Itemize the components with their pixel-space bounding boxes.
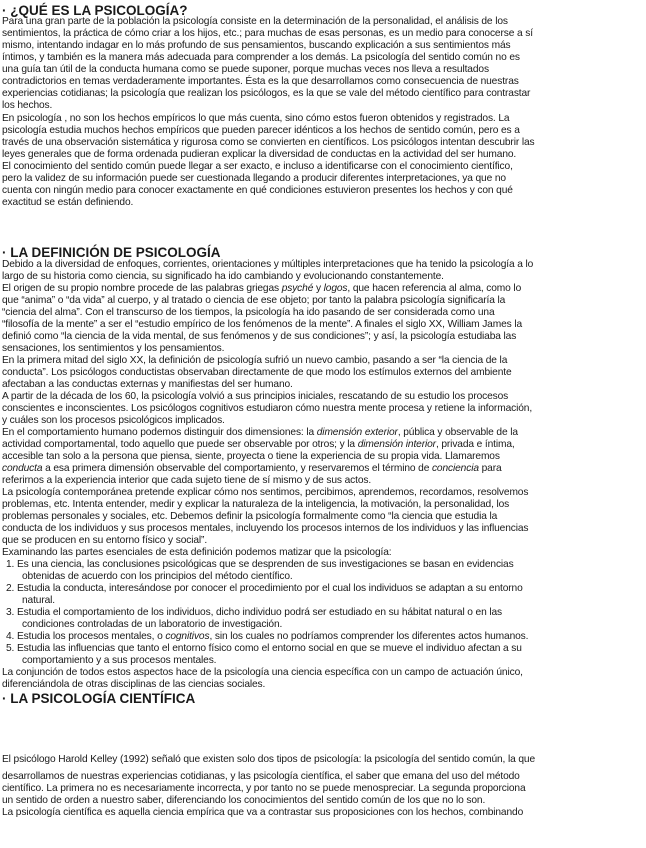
paragraph-line: exactitud se están definiendo. (2, 197, 134, 208)
paragraph-line: problemas personales y sociales, etc. Debemos definir la psicología formalmente como “la ciencia que estudia la (2, 511, 498, 522)
paragraph-line: “filosofía de la mente” a ser el “estudio empírico de los fenómenos de la mente”. A finales el siglo XX, William James la (2, 319, 523, 330)
list-item-continuation: obtenidas de acuerdo con los principios del método científico. (22, 571, 293, 582)
paragraph-line: científico. La primera no es necesariamente incorrecta, y por tanto no se puede menospreciar. La segunda proporciona (2, 783, 526, 794)
paragraph-line: Debido a la diversidad de enfoques, corrientes, orientaciones y múltiples interpretaciones que ha tenido la psicología a lo (2, 259, 534, 270)
paragraph-line: largo de su historia como ciencia, su significado ha ido cambiando y evolucionando constantemente. (2, 271, 444, 282)
list-item-line: 5. Estudia las influencias que tanto el entorno físico como el entorno social en que se mueve el individuo afectan a su (6, 643, 522, 654)
section-heading: · LA PSICOLOGÍA CIENTÍFICA (2, 691, 196, 706)
paragraph-line: través de una observación sistemática y rigurosa como se convierten en científicos. Los psicólogos intentan descubrir las (2, 137, 535, 148)
paragraph-line: pero la validez de su información puede ser cuestionada llegando a producir diferentes interpretaciones, ya que no (2, 173, 506, 184)
paragraph-line: referirnos a la experiencia interior que cada sujeto tiene de sí mismo y de sus actos. (2, 475, 372, 486)
paragraph-line: problemas, etc. Intenta entender, medir y explicar la naturaleza de la inteligencia, la motivación, la personalidad, los (2, 499, 510, 510)
paragraph-line: En el comportamiento humano podemos distinguir dos dimensiones: la dimensión exterior, pública y observable de la (2, 427, 518, 438)
paragraph-line: íntimos, y también es la manera más adecuada para comprender a los demás. La psicología del sentido común no es (2, 52, 520, 63)
list-item-line: 4. Estudia los procesos mentales, o cognitivos, sin los cuales no podríamos comprender los diferentes actos humanos. (6, 631, 529, 642)
paragraph-line: Examinando las partes esenciales de esta definición podemos matizar que la psicología: (2, 547, 392, 558)
paragraph-line: experiencias cotidianas; la psicología que realizan los psicólogos, es la que se vale del método científico para contrastar (2, 88, 531, 99)
paragraph-line: sensaciones, los sentimientos y los pensamientos. (2, 343, 225, 354)
paragraph-line: definió como “la ciencia de la vida mental, de sus fenómenos y de sus condiciones”; y así, la psicología estudiaba las (2, 331, 517, 342)
paragraph-line: leyes generales que de forma ordenada pudieran explicar la diversidad de conductas en la actividad del ser humano. (2, 149, 517, 160)
list-item-line: 1. Es una ciencia, las conclusiones psicológicas que se desprenden de sus investigaciones se basan en evidencias (6, 559, 514, 570)
paragraph-line: En psicología , no son los hechos empíricos lo que más cuenta, sino cómo estos fueron obtenidos y registrados. La (2, 113, 510, 124)
section-heading: · ¿QUÉ ES LA PSICOLOGÍA? (2, 3, 188, 18)
paragraph-line: “ciencia del alma”. Con el transcurso de los tiempos, la psicología ha ido pasando de ser considerada como una (2, 307, 495, 318)
paragraph-line: A partir de la década de los 60, la psicología volvió a sus principios iniciales, rescatando de su estudio los procesos (2, 391, 509, 402)
paragraph-line: El origen de su propio nombre procede de las palabras griegas psyché y logos, que hacen referencia al alma, como lo (2, 283, 522, 294)
paragraph-line: conscientes e inconscientes. Los psicólogos cognitivos estudiaron cómo nuestra mente procesa y retiene la información, (2, 403, 533, 414)
paragraph-line: mismo, intentando indagar en lo más profundo de sus pensamientos, buscando explicación a sus sentimientos más (2, 40, 511, 51)
paragraph-line: sentimientos, la práctica de cómo criar a los hijos, etc.; para muchas de esas personas, es un medio para conocerse a sí (2, 28, 533, 39)
paragraph-line: psicología estudia muchos hechos empíricos que pueden parecer idénticos a los hechos de sentido común, pero es a (2, 125, 520, 136)
paragraph-line: El psicólogo Harold Kelley (1992) señaló que existen solo dos tipos de psicología: la psicología del sentido común, la que (2, 754, 535, 765)
section-heading: · LA DEFINICIÓN DE PSICOLOGÍA (2, 245, 221, 260)
paragraph-line: La conjunción de todos estos aspectos hace de la psicología una ciencia específica con un campo de actuación único, (2, 667, 523, 678)
paragraph-line: desarrollamos de nuestras experiencias cotidianas, y las psicología científica, el saber que emana del uso del método (2, 771, 520, 782)
paragraph-line: un sentido de orden a nuestro saber, diferenciando los conocimientos del sentido común de los que no lo son. (2, 795, 486, 806)
paragraph-line: afectaban a las conductas externas y manifiestas del ser humano. (2, 379, 293, 390)
paragraph-line: los hechos. (2, 100, 53, 111)
paragraph-line: que “anima” o “da vida” al cuerpo, y al tratado o ciencia de ese objeto; por tanto la palabra psicología significaría la (2, 295, 506, 306)
paragraph-line: Para una gran parte de la población la psicología consiste en la determinación de la personalidad, el análisis de los (2, 16, 508, 27)
list-item-continuation: comportamiento y a sus procesos mentales. (22, 655, 217, 666)
paragraph-line: conducta”. Los psicólogos conductistas observaban directamente de que modo los estímulos externos del ambiente (2, 367, 512, 378)
paragraph-line: La psicología científica es aquella ciencia empírica que va a contrastar sus proposiciones con los hechos, combinando (2, 807, 524, 818)
paragraph-line: conducta de los individuos y sus procesos mentales, incluyendo los procesos internos de los individuos y las influencias (2, 523, 529, 534)
paragraph-line: El conocimiento del sentido común puede llegar a ser exacto, e incluso a identificarse con el conocimiento científico, (2, 161, 513, 172)
list-item-continuation: condiciones controladas de un laboratorio de investigación. (22, 619, 283, 630)
list-item-line: 3. Estudia el comportamiento de los individuos, dicho individuo podrá ser estudiado en su hábitat natural o en las (6, 607, 503, 618)
paragraph-line: cuenta con ningún medio para conocer exactamente en qué condiciones estuvieron presentes los hechos y con qué (2, 185, 513, 196)
paragraph-line: que se producen en su entorno físico y social”. (2, 535, 208, 546)
paragraph-line: En la primera mitad del siglo XX, la definición de psicología sufrió un nuevo cambio, pasando a ser “la ciencia de la (2, 355, 508, 366)
paragraph-line: una guía tan útil de la conducta humana como se puede suponer, porque muchas veces nos lleva a resultados (2, 64, 489, 75)
paragraph-line: y cuáles son los procesos psicológicos implicados. (2, 415, 225, 426)
list-item-line: 2. Estudia la conducta, interesándose por conocer el procedimiento por el cual los individuos se adaptan a su entorno (6, 583, 523, 594)
paragraph-line: diferenciándola de otras disciplinas de las ciencias sociales. (2, 679, 266, 690)
list-item-continuation: natural. (22, 595, 56, 606)
paragraph-line: conducta a esa primera dimensión observable del comportamiento, y reservaremos el término de conciencia para (2, 463, 502, 474)
paragraph-line: La psicología contemporánea pretende explicar cómo nos sentimos, percibimos, aprendemos, recordamos, resolvemos (2, 487, 529, 498)
paragraph-line: accesible tan solo a la persona que piensa, siente, proyecta o tiene la experiencia de su propia vida. Llamaremos (2, 451, 500, 462)
paragraph-line: actividad comportamental, todo aquello que puede ser observable por otros; y la dimensión interior, privada e íntima, (2, 439, 515, 450)
paragraph-line: contradictorios en temas verdaderamente importantes. Ésta es la que desarrollamos como consecuencia de nuestras (2, 76, 519, 87)
